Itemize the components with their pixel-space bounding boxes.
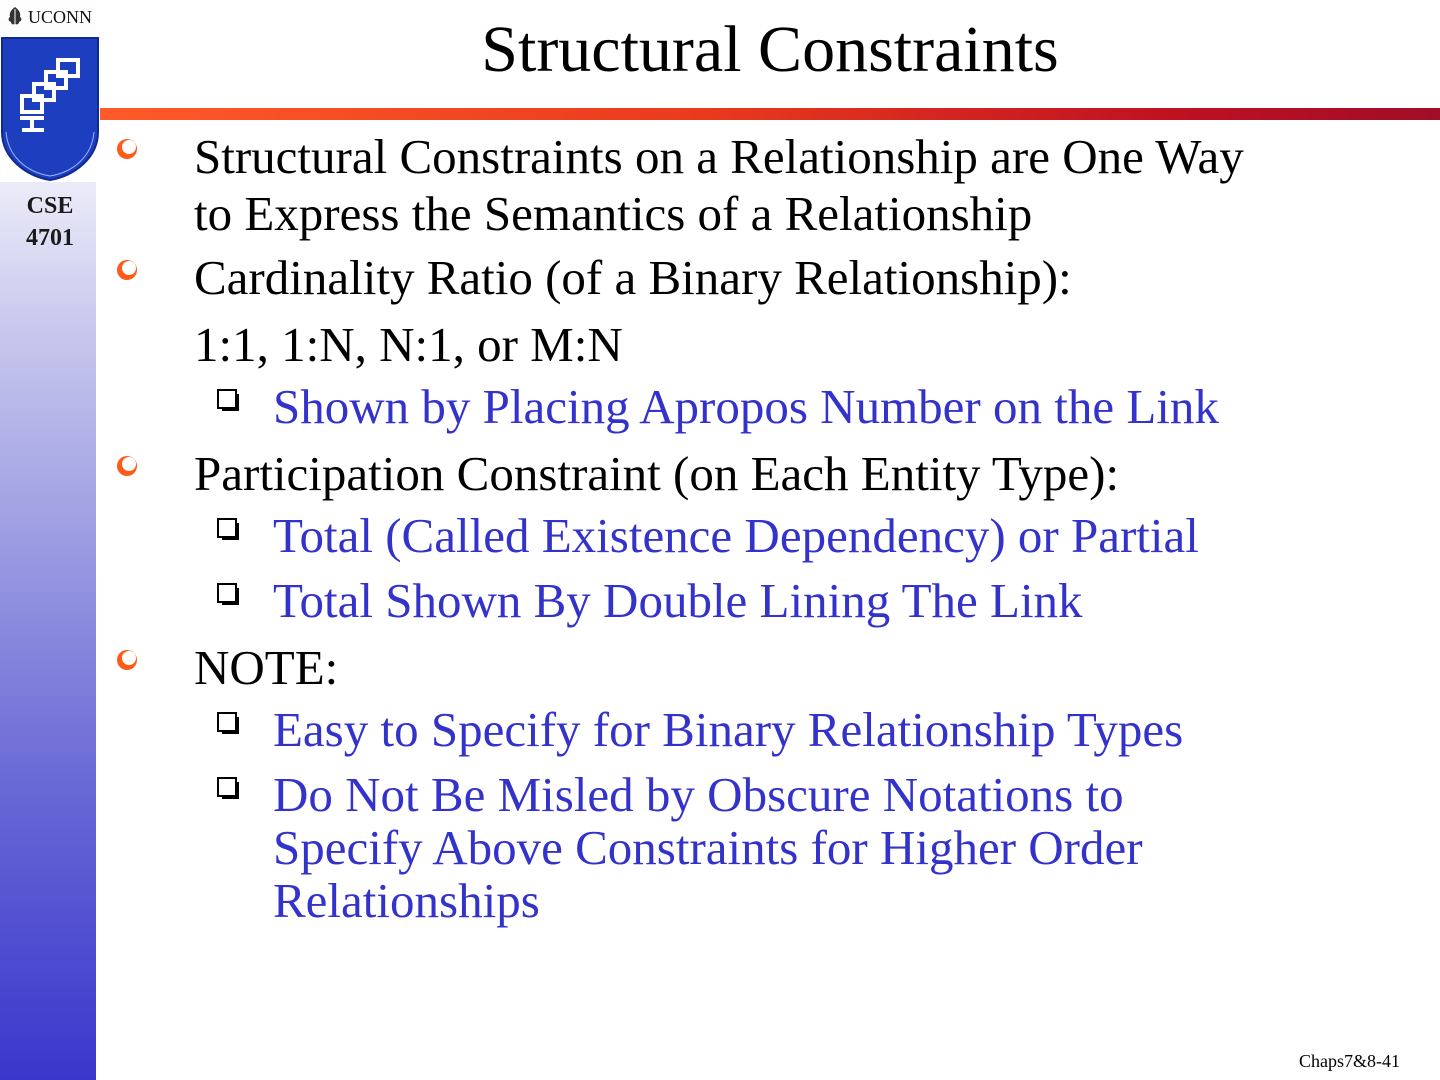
bullet-note [100, 639, 1430, 696]
bullet-participation [100, 445, 1430, 502]
bullet-text-line: NOTE: [194, 640, 339, 695]
sub-bullet-text: Shown by Placing Apropos Number on the Link [273, 379, 1219, 434]
sub-bullet-cardinality [100, 380, 1430, 433]
slide-body [100, 128, 1430, 939]
sub-bullet-text: Easy to Specify for Binary Relationship Types [273, 702, 1184, 757]
orange-ring-bullet-icon [114, 647, 142, 675]
uconn-wordmark [6, 4, 92, 30]
title-rule [100, 108, 1440, 120]
sub-bullet-text: Total (Called Existence Dependency) or Partial [273, 508, 1199, 563]
bullet-semantics [100, 128, 1430, 242]
course-code [0, 190, 100, 254]
sub-bullet-participation-2 [100, 574, 1430, 627]
sub-bullet-participation-1 [100, 509, 1430, 562]
hollow-square-bullet-icon [216, 776, 242, 802]
hollow-square-bullet-icon [216, 711, 242, 737]
bullet-text-line: 1:1, 1:N, N:1, or M:N [194, 317, 623, 372]
bullet-text-line: Participation Constraint (on Each Entity Type): [194, 446, 1120, 501]
orange-ring-bullet-icon [114, 257, 142, 285]
bullet-text-line: Structural Constraints on a Relationship are One Way [194, 129, 1244, 184]
course-subject: CSE [26, 193, 74, 219]
sub-bullet-note-1 [100, 703, 1430, 756]
hollow-square-bullet-icon [216, 582, 242, 608]
bullet-text-line: to Express the Semantics of a Relationship [194, 186, 1033, 241]
slide-title: Structural Constraints [481, 13, 1059, 86]
bullet-cardinality [100, 249, 1430, 373]
page-number: Chaps7&8-41 [1299, 1051, 1400, 1071]
cse-department-seal-icon [0, 36, 100, 182]
oak-leaf-icon [6, 6, 24, 28]
course-number: 4701 [26, 225, 74, 251]
sub-bullet-text: Total Shown By Double Lining The Link [273, 573, 1083, 628]
university-name: UCONN [28, 6, 93, 27]
hollow-square-bullet-icon [216, 517, 242, 543]
bullet-text-line: Cardinality Ratio (of a Binary Relationship): [194, 250, 1072, 305]
orange-ring-bullet-icon [114, 453, 142, 481]
orange-ring-bullet-icon [114, 136, 142, 164]
sub-bullet-note-2 [100, 768, 1273, 927]
hollow-square-bullet-icon [216, 388, 242, 414]
sub-bullet-text: Do Not Be Misled by Obscure Notations to Specify Above Constraints for Higher Order Relationships [273, 767, 1143, 928]
